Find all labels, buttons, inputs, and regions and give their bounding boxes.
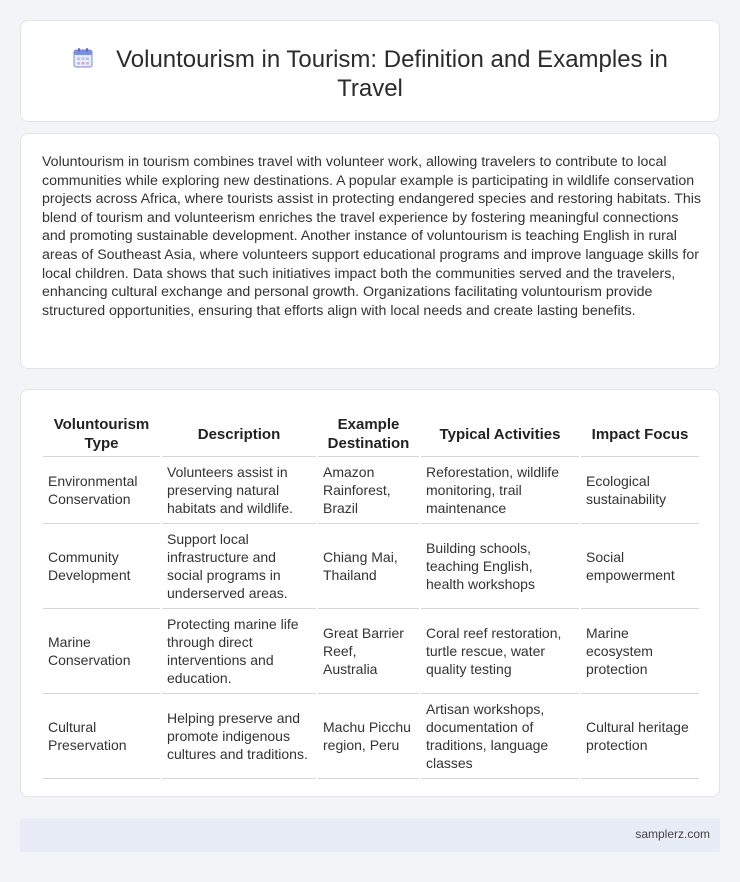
page-title: Voluntourism in Tourism: Definition and Examples in Travel — [116, 46, 668, 102]
intro-card — [20, 133, 720, 369]
cell-description: Helping preserve and promote indigenous cultures and traditions. — [161, 694, 317, 779]
cell-impact: Ecological sustainability — [580, 457, 699, 524]
column-header-impact: Impact Focus — [580, 412, 699, 457]
table-row — [43, 524, 699, 609]
table-card — [20, 389, 720, 797]
cell-description: Protecting marine life through direct interventions and education. — [161, 609, 317, 694]
cell-impact: Cultural heritage protection — [580, 694, 699, 779]
intro-paragraph: Voluntourism in tourism combines travel with volunteer work, allowing travelers to contribute to local communities while exploring new destinations. A popular example is participating in wildlife conservation projects across Africa, where tourists assist in protecting endangered species and restoring habitats. This blend of tourism and volunteerism enriches the travel experience by fostering meaningful connections and promoting sustainable development. Another instance of voluntourism is teaching English in rural areas of Southeast Asia, where volunteers support educational programs and improve language skills for local children. Data shows that such initiatives impact both the communities served and the travelers, enhancing cultural exchange and personal growth. Organizations facilitating voluntourism provide structured opportunities, ensuring that efforts align with local needs and create lasting benefits. — [42, 154, 702, 319]
cell-description: Volunteers assist in preserving natural habitats and wildlife. — [161, 457, 317, 524]
table-row — [43, 457, 699, 524]
cell-destination: Great Barrier Reef, Australia — [317, 609, 420, 694]
cell-type: Cultural Preservation — [43, 694, 161, 779]
cell-type: Marine Conservation — [43, 609, 161, 694]
cell-type: Environmental Conservation — [43, 457, 161, 524]
cell-impact: Social empowerment — [580, 524, 699, 609]
title-card — [20, 20, 720, 122]
cell-activities: Coral reef restoration, turtle rescue, water quality testing — [420, 609, 580, 694]
footer-bar — [20, 818, 720, 852]
cell-activities: Artisan workshops, documentation of traditions, language classes — [420, 694, 580, 779]
cell-description: Support local infrastructure and social programs in underserved areas. — [161, 524, 317, 609]
table-row — [43, 694, 699, 779]
calendar-icon — [72, 47, 94, 69]
cell-activities: Reforestation, wildlife monitoring, trail maintenance — [420, 457, 580, 524]
cell-type: Community Development — [43, 524, 161, 609]
page-title-wrap — [21, 45, 719, 103]
cell-destination: Amazon Rainforest, Brazil — [317, 457, 420, 524]
column-header-description: Description — [161, 412, 317, 457]
column-header-destination: Example Destination — [317, 412, 420, 457]
column-header-type: Voluntourism Type — [43, 412, 161, 457]
cell-destination: Machu Picchu region, Peru — [317, 694, 420, 779]
column-header-activities: Typical Activities — [420, 412, 580, 457]
cell-impact: Marine ecosystem protection — [580, 609, 699, 694]
voluntourism-table — [43, 412, 699, 779]
cell-destination: Chiang Mai, Thailand — [317, 524, 420, 609]
cell-activities: Building schools, teaching English, health workshops — [420, 524, 580, 609]
table-row — [43, 609, 699, 694]
table-header-row — [43, 412, 699, 457]
footer-site-link[interactable]: samplerz.com — [635, 827, 710, 841]
